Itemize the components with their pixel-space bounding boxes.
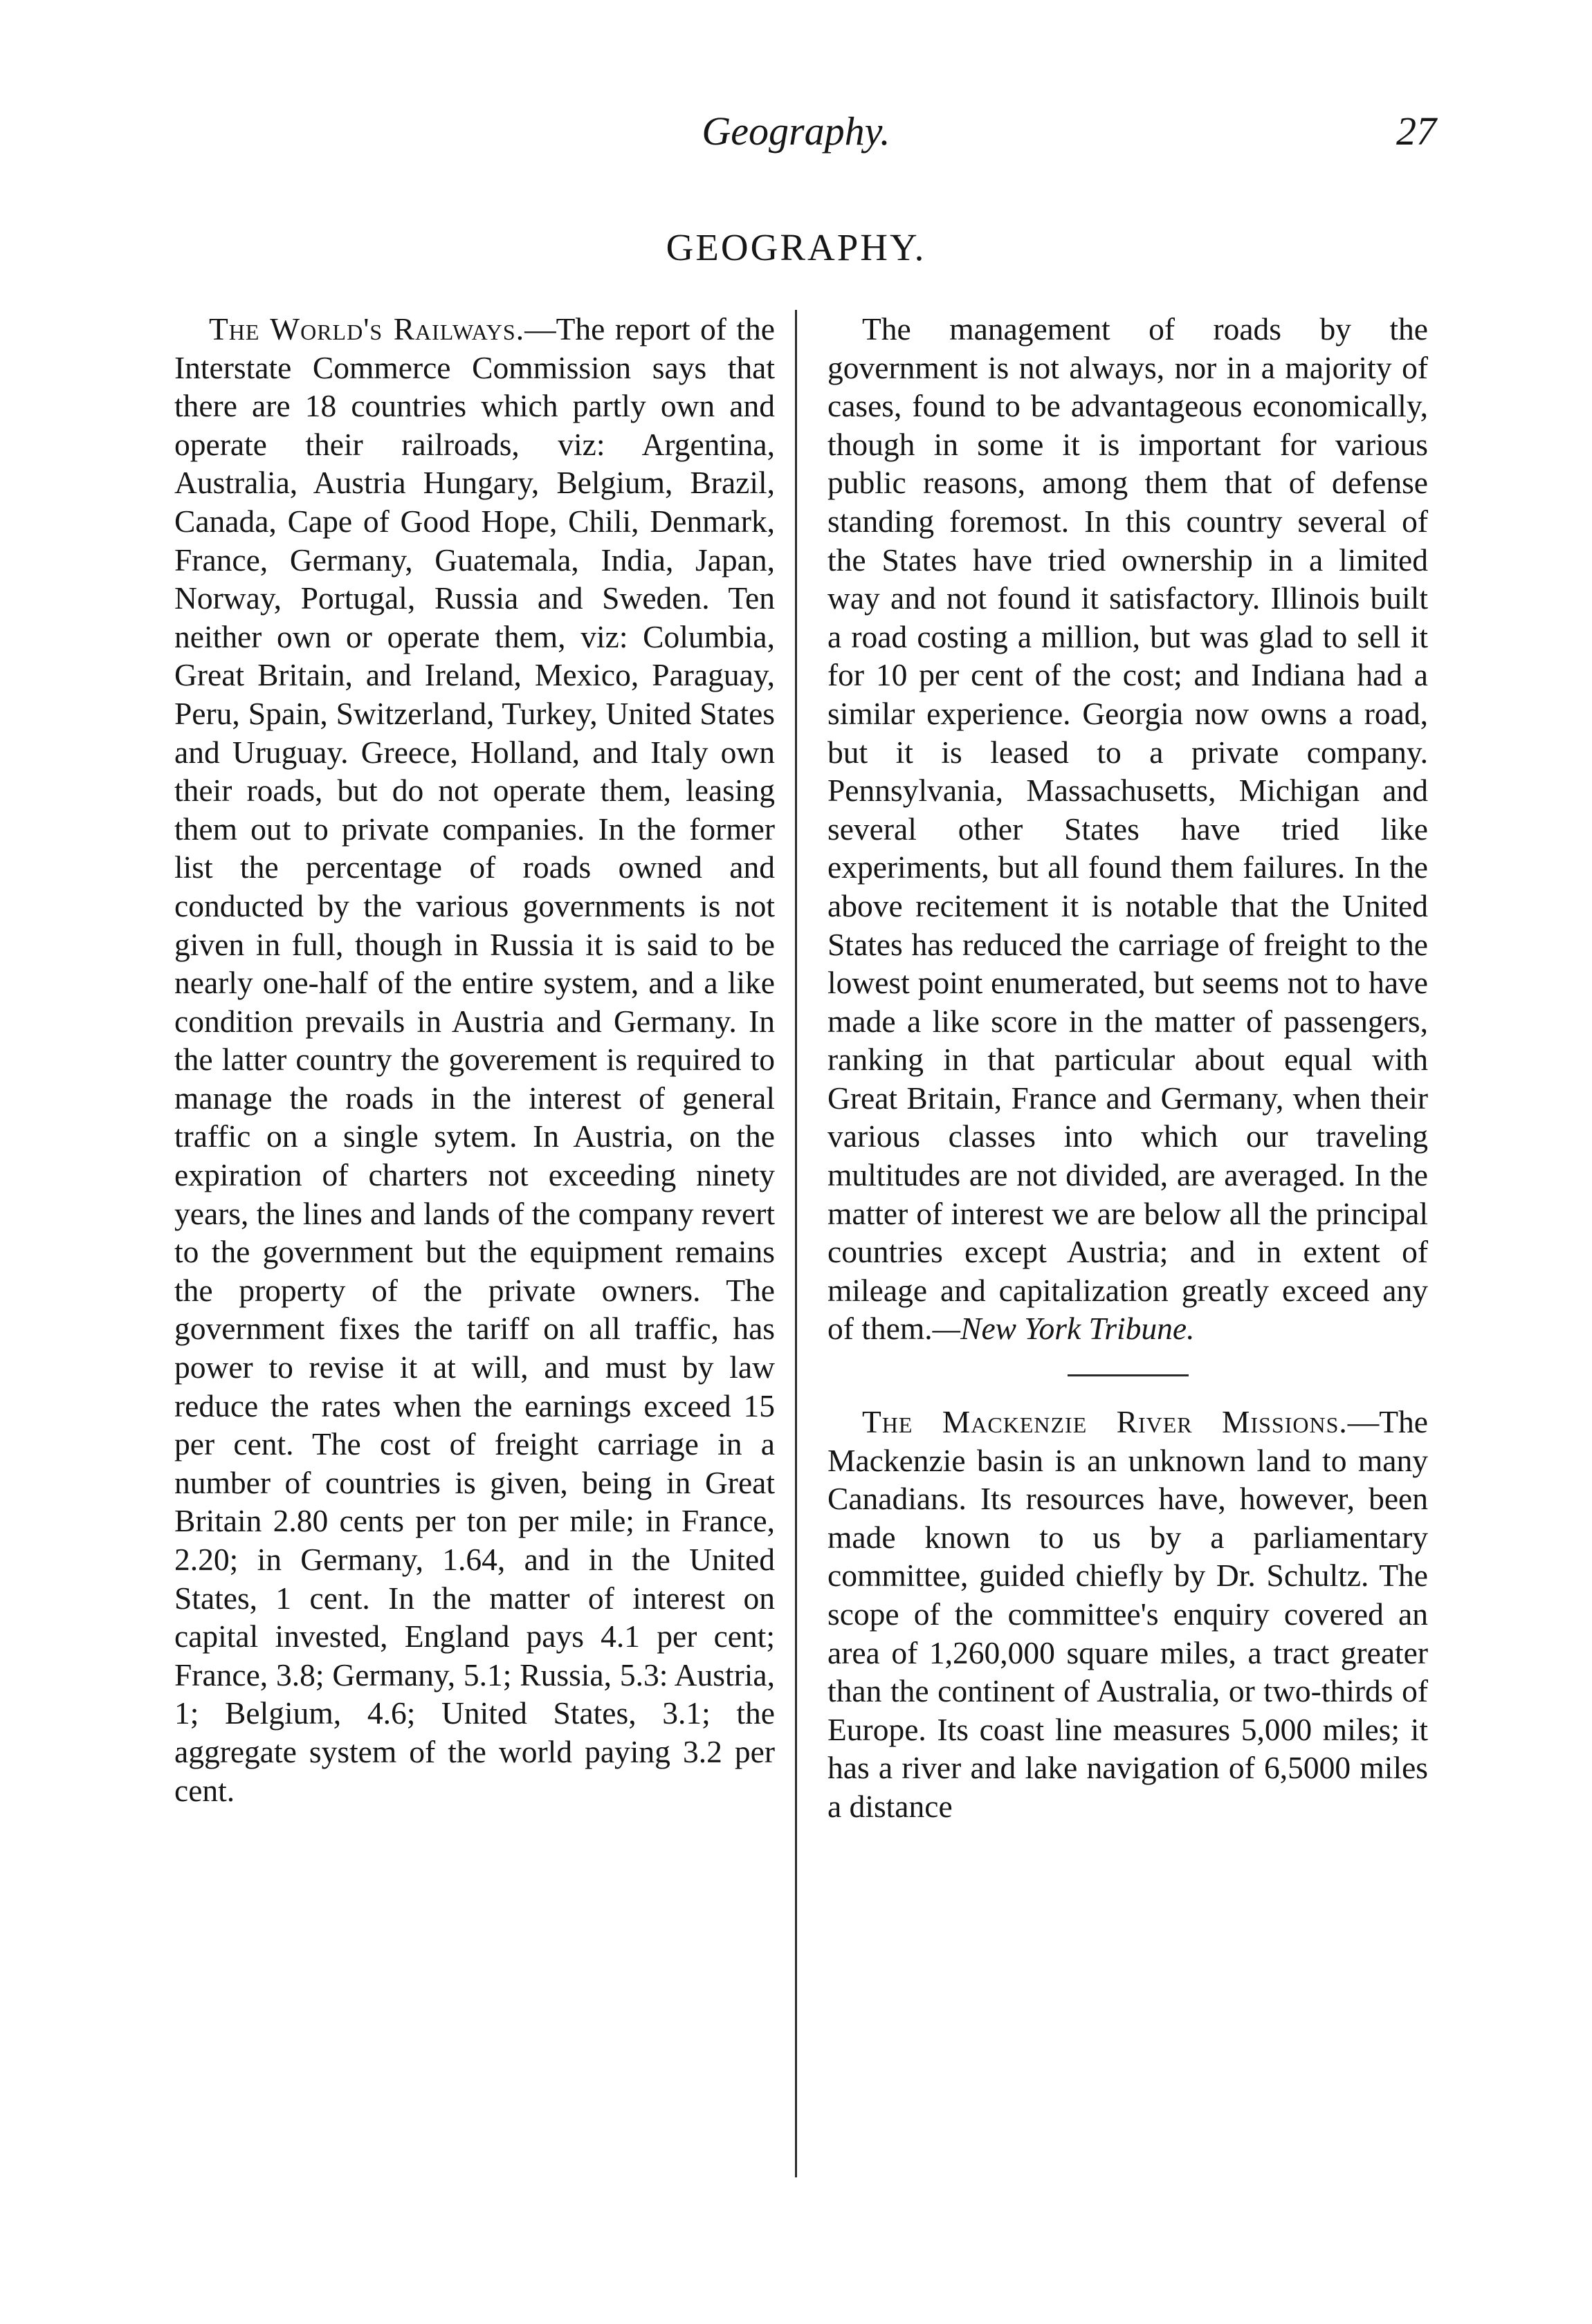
article-mackenzie-body: —The Mackenzie basin is an unknown land to many Canadians. Its resources have, however, been made known to us by a parliamentary committee, guided chiefly by Dr. Schultz. The scope of the committee's enquiry covered an area of 1,260,000 square miles, a tract greater than the continent of Australia, or two-thirds of Europe. Its coast line measures 5,000 miles; it has a river and lake navigation of 6,5000 miles a distance [827,1404,1428,1824]
right-column [827,310,1428,1826]
article-railways-source: —New York Tribune. [932,1311,1195,1347]
article-mackenzie-heading: The Mackenzie River Missions. [862,1404,1348,1440]
article-divider [1068,1374,1189,1376]
page-number: 27 [1396,109,1436,154]
article-railways-body-continued: The management of roads by the government is not always, nor in a majority of cases, found to be advantageous economically, though in some it is important for various public reasons, among them that of defense standing foremost. In this country several of the States have tried ownership in a limited way and not found it satisfactory. Illinois built a road costing a million, but was glad to sell it for 10 per cent of the cost; and Indiana had a similar experience. Georgia now owns a road, but it is leased to a private company. Pennsylvania, Massachusetts, Michigan and several other States have tried like experiments, but all found them failures. In the above recitement it is notable that the United States has reduced the carriage of freight to the lowest point enumerated, but seems not to have made a like score in the matter of passengers, ranking in that particular about equal with Great Britain, France and Germany, when their various classes into which our traveling multitudes are not divided, are averaged. In the matter of interest we are below all the principal countries except Austria; and in extent of mileage and capitalization greatly exceed any of them. [827,311,1428,1347]
running-head [0,104,1592,159]
running-title: Geography. [702,109,890,154]
column-rule [795,310,797,2177]
article-railways-body: —The report of the Interstate Commerce Commission says that there are 18 countries which partly own and operate their railroads, viz: Argentina, Australia, Austria Hungary, Belgium, Brazil, Canada, Cape of Good Hope, Chili, Denmark, France, Germany, Guatemala, India, Japan, Norway, Portugal, Russia and Sweden. Ten neither own or operate them, viz: Columbia, Great Britain, and Ireland, Mexico, Paraguay, Peru, Spain, Switzerland, Turkey, United States and Uruguay. Greece, Holland, and Italy own their roads, but do not operate them, leasing them out to private companies. In the former list the percentage of roads owned and conducted by the various governments is not given in full, though in Russia it is said to be nearly one-half of the entire system, and a like condition prevails in Austria and Germany. In the latter country the goverement is required to manage the roads in the interest of general traffic on a single sytem. In Austria, on the expiration of charters not exceeding ninety years, the lines and lands of the company revert to the government but the equipment remains the property of the private owners. The government fixes the tariff on all traffic, has power to revise it at will, and must by law reduce the rates when the earnings exceed 15 per cent. The cost of freight carriage in a number of countries is given, being in Great Britain 2.80 cents per ton per mile; in France, 2.20; in Germany, 1.64, and in the United States, 1 cent. In the matter of interest on capital invested, England pays 4.1 per cent; France, 3.8; Germany, 5.1; Russia, 5.3: Austria, 1; Belgium, 4.6; United States, 3.1; the aggregate system of the world paying 3.2 per cent. [174,311,775,1808]
article-railways-heading: The World's Railways. [209,311,525,347]
article-mackenzie-paragraph [827,1403,1428,1826]
article-railways-continued-paragraph [827,310,1428,1348]
section-title: GEOGRAPHY. [666,226,926,268]
left-column [174,310,775,1809]
article-railways-paragraph [174,310,775,1809]
